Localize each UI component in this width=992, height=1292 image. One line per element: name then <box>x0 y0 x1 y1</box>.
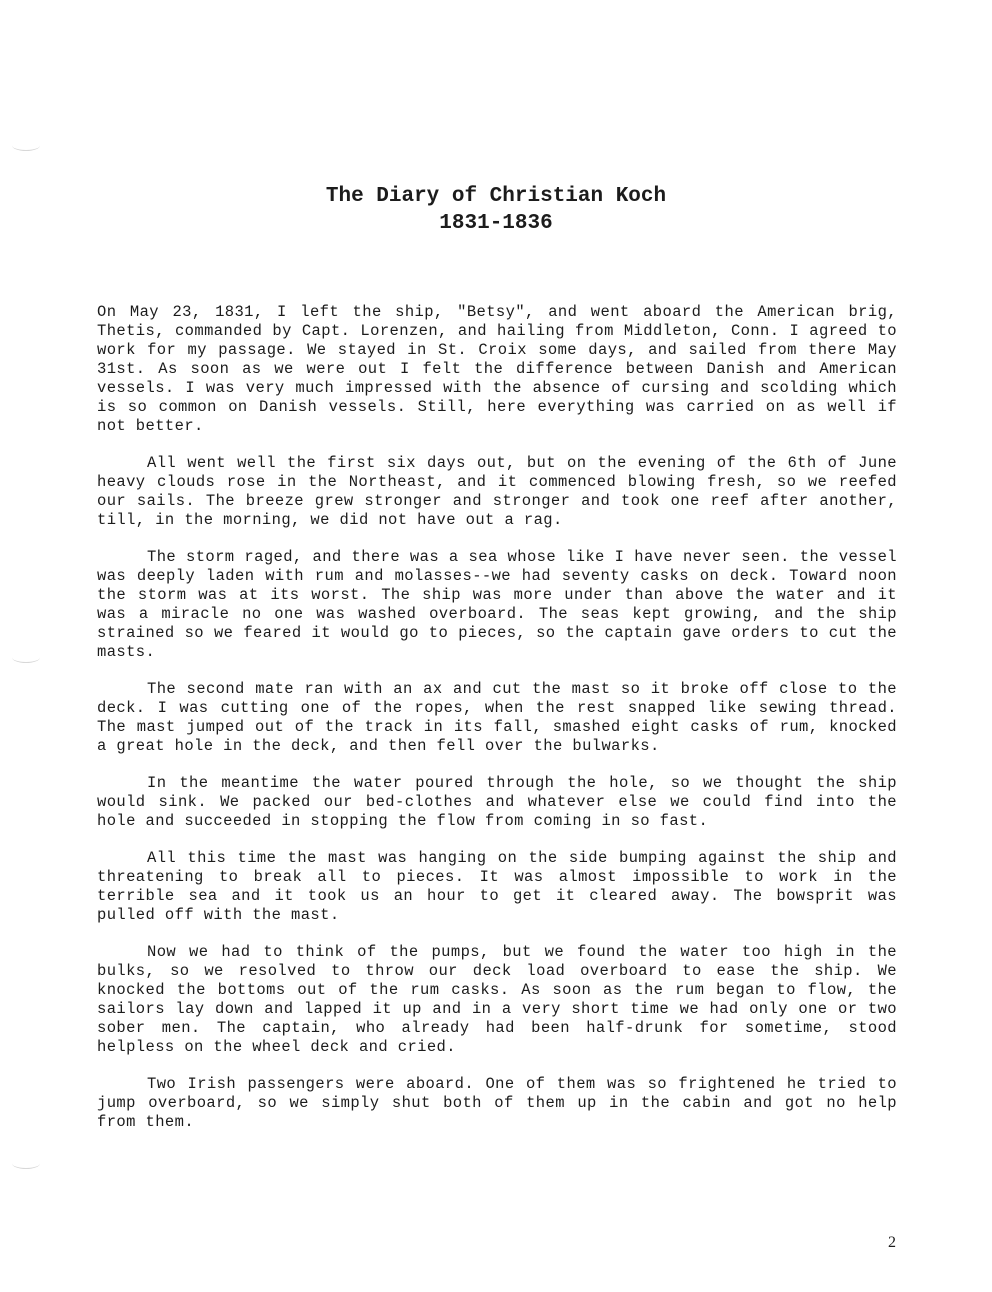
paragraph: In the meantime the water poured through the hole, so we thought the ship would sink. We packed our bed-clothes and whatever else we could find into the hole and succeeded in stopping the flow from coming in so fast. <box>97 774 897 830</box>
paragraph: The second mate ran with an ax and cut the mast so it broke off close to the deck. I was cutting one of the ropes, when the rest snapped like sewing thread. The mast jumped out of the track in its fall, smashed eight casks of rum, knocked a great hole in the deck, and then fell over the bulwarks. <box>97 680 897 755</box>
paragraph: All this time the mast was hanging on the side bumping against the ship and threatening to break all to pieces. It was almost impossible to work in the terrible sea and it took us an hour to get it cleared away. The bowsprit was pulled off with the mast. <box>97 849 897 924</box>
paragraph: The storm raged, and there was a sea whose like I have never seen. the vessel was deeply laden with rum and molasses--we had seventy casks on deck. Toward noon the storm was at its worst. The ship was more under than above the water and it was a miracle no one was washed overboard. The seas kept growing, and the ship strained so we feared it would go to pieces, so the captain gave orders to cut the masts. <box>97 548 897 661</box>
document-title-block <box>0 183 992 237</box>
paragraph: Now we had to think of the pumps, but we found the water too high in the bulks, so we resolved to throw our deck load overboard to ease the ship. We knocked the bottoms out of the rum casks. As soon as the rum began to flow, the sailors lay down and lapped it up and in a very short time we had only one or two sober men. The captain, who already had been half-drunk for sometime, stood helpless on the wheel deck and cried. <box>97 943 897 1056</box>
document-title: The Diary of Christian Koch <box>325 185 667 208</box>
hole-punch-mark <box>12 140 40 151</box>
paragraph: All went well the first six days out, but on the evening of the 6th of June heavy clouds rose in the Northeast, and it commenced blowing fresh, so we reefed our sails. The breeze grew stronger and stronger and took one reef after another, till, in the morning, we did not have out a rag. <box>97 454 897 529</box>
paragraph: Two Irish passengers were aboard. One of them was so frightened he tried to jump overboard, so we simply shut both of them up in the cabin and got no help from them. <box>97 1075 897 1131</box>
hole-punch-mark <box>12 652 40 663</box>
document-years: 1831-1836 <box>439 212 553 235</box>
hole-punch-mark <box>12 1158 40 1169</box>
page-number: 2 <box>888 1234 896 1251</box>
document-body <box>97 303 897 1150</box>
paragraph: On May 23, 1831, I left the ship, "Betsy", and went aboard the American brig, Thetis, commanded by Capt. Lorenzen, and hailing from Middleton, Conn. I agreed to work for my passage. We stayed in St. Croix some days, and sailed from there May 31st. As soon as we were out I felt the difference between Danish and American vessels. I was very much impressed with the absence of cursing and scolding which is so common on Danish vessels. Still, here everything was carried on as well if not better. <box>97 303 897 435</box>
